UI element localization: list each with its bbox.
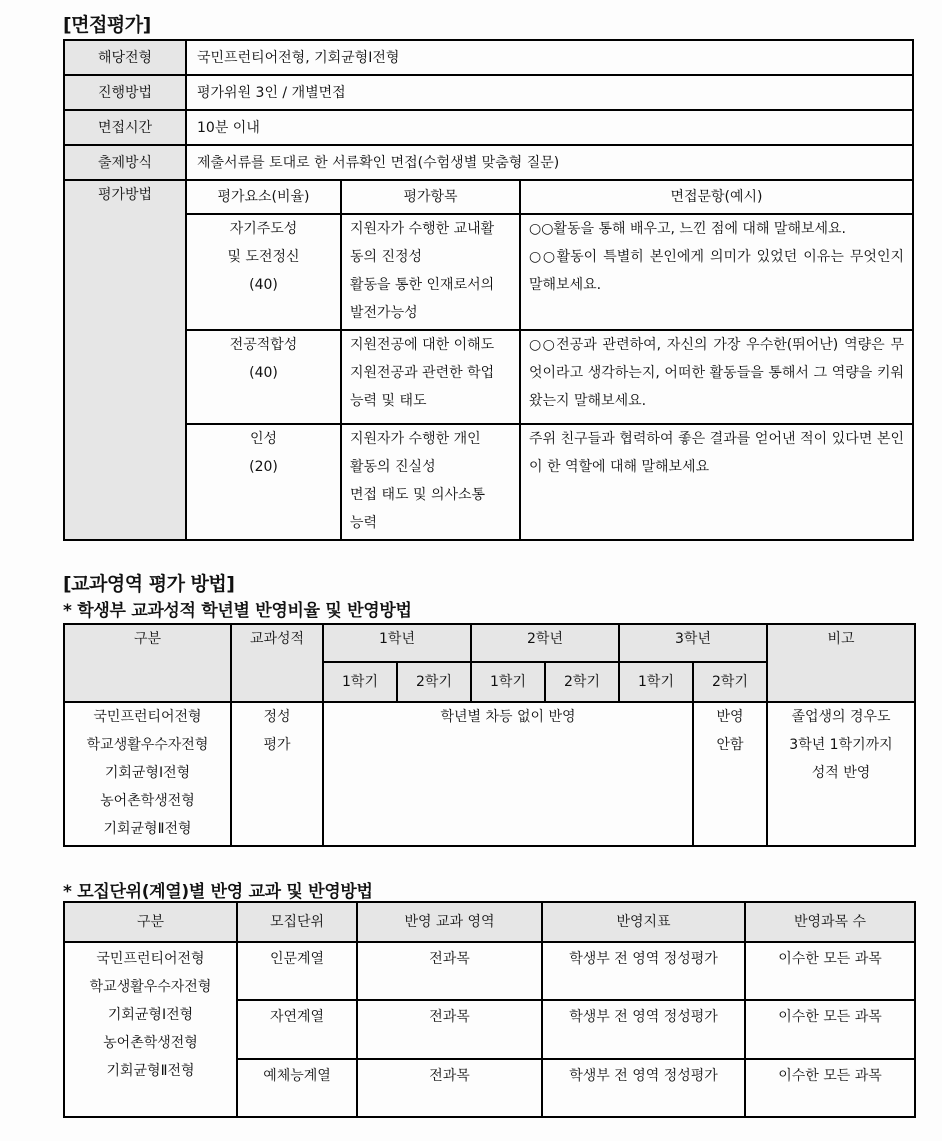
area-cell: 전과목 — [357, 1000, 542, 1059]
unit-table — [63, 901, 916, 1118]
index-cell: 학생부 전 영역 정성평가 — [542, 1000, 745, 1059]
last-term-text: 반영 안함 — [693, 702, 767, 846]
grade-method: 정성 평가 — [231, 702, 323, 846]
header-count: 반영과목 수 — [745, 902, 915, 942]
interview-section-title: [면접평가] — [63, 14, 151, 36]
count-cell: 이수한 모든 과목 — [745, 1000, 915, 1059]
eval-items: 지원자가 수행한 개인 활동의 진실성 면접 태도 및 의사소통 능력 — [341, 424, 520, 540]
count-cell: 이수한 모든 과목 — [745, 942, 915, 1000]
grade-table — [63, 623, 916, 847]
row-value: 평가위원 3인 / 개별면접 — [186, 75, 913, 110]
header-year-1: 1학년 — [323, 624, 471, 662]
row-label: 진행방법 — [64, 75, 186, 110]
eval-questions: ○○전공과 관련하여, 자신의 가장 우수한(뛰어난) 역량은 무엇이라고 생각하는지, 어떠한 활동들을 통해서 그 역량을 키워왔는지 말해보세요. — [520, 330, 913, 424]
header-year-3: 3학년 — [619, 624, 767, 662]
grade-table-subtitle: * 학생부 교과성적 학년별 반영비율 및 반영방법 — [63, 601, 412, 621]
eval-items: 지원전공에 대한 이해도 지원전공과 관련한 학업 능력 및 태도 — [341, 330, 520, 424]
header-index: 반영지표 — [542, 902, 745, 942]
method-header: 면접문항(예시) — [520, 180, 913, 214]
header-area: 반영 교과 영역 — [357, 902, 542, 942]
header-note: 비고 — [767, 624, 915, 702]
header-term: 2학기 — [397, 662, 471, 702]
eval-element: 인성 (20) — [186, 424, 341, 540]
header-term: 1학기 — [619, 662, 693, 702]
header-unit: 모집단위 — [237, 902, 357, 942]
area-cell: 전과목 — [357, 1059, 542, 1117]
method-header: 평가항목 — [341, 180, 520, 214]
index-cell: 학생부 전 영역 정성평가 — [542, 1059, 745, 1117]
eval-questions: 주위 친구들과 협력하여 좋은 결과를 얻어낸 적이 있다면 본인이 한 역할에 대해 말해보세요 — [520, 424, 913, 540]
header-term: 1학기 — [471, 662, 545, 702]
header-term: 1학기 — [323, 662, 397, 702]
interview-table — [63, 39, 914, 541]
method-label: 평가방법 — [64, 180, 186, 540]
note-text: 졸업생의 경우도 3학년 1학기까지 성적 반영 — [767, 702, 915, 846]
count-cell: 이수한 모든 과목 — [745, 1059, 915, 1117]
unit-table-subtitle: * 모집단위(계열)별 반영 교과 및 반영방법 — [63, 882, 373, 902]
header-grades: 교과성적 — [231, 624, 323, 702]
eval-element: 전공적합성 (40) — [186, 330, 341, 424]
subject-section-title: [교과영역 평가 방법] — [63, 573, 235, 595]
method-header: 평가요소(비율) — [186, 180, 341, 214]
row-value: 10분 이내 — [186, 110, 913, 145]
row-label: 해당전형 — [64, 40, 186, 75]
header-term: 2학기 — [545, 662, 619, 702]
admission-types: 국민프런티어전형 학교생활우수자전형 기회균형Ⅰ전형 농어촌학생전형 기회균형Ⅱ전형 — [64, 942, 237, 1117]
row-label: 출제방식 — [64, 145, 186, 180]
header-category: 구분 — [64, 624, 231, 702]
row-label: 면접시간 — [64, 110, 186, 145]
unit-cell: 인문계열 — [237, 942, 357, 1000]
eval-element: 자기주도성 및 도전정신 (40) — [186, 214, 341, 330]
reflect-text: 학년별 차등 없이 반영 — [323, 702, 693, 846]
row-value: 국민프런티어전형, 기회균형Ⅰ전형 — [186, 40, 913, 75]
header-year-2: 2학년 — [471, 624, 619, 662]
eval-questions: ○○활동을 통해 배우고, 느낀 점에 대해 말해보세요. ○○활동이 특별히 본인에게 의미가 있었던 이유는 무엇인지 말해보세요. — [520, 214, 913, 330]
header-category: 구분 — [64, 902, 237, 942]
header-term: 2학기 — [693, 662, 767, 702]
area-cell: 전과목 — [357, 942, 542, 1000]
unit-cell: 자연계열 — [237, 1000, 357, 1059]
index-cell: 학생부 전 영역 정성평가 — [542, 942, 745, 1000]
unit-cell: 예체능계열 — [237, 1059, 357, 1117]
row-value: 제출서류를 토대로 한 서류확인 면접(수험생별 맞춤형 질문) — [186, 145, 913, 180]
eval-items: 지원자가 수행한 교내활 동의 진정성 활동을 통한 인재로서의 발전가능성 — [341, 214, 520, 330]
admission-types: 국민프런티어전형 학교생활우수자전형 기회균형Ⅰ전형 농어촌학생전형 기회균형Ⅱ전형 — [64, 702, 231, 846]
